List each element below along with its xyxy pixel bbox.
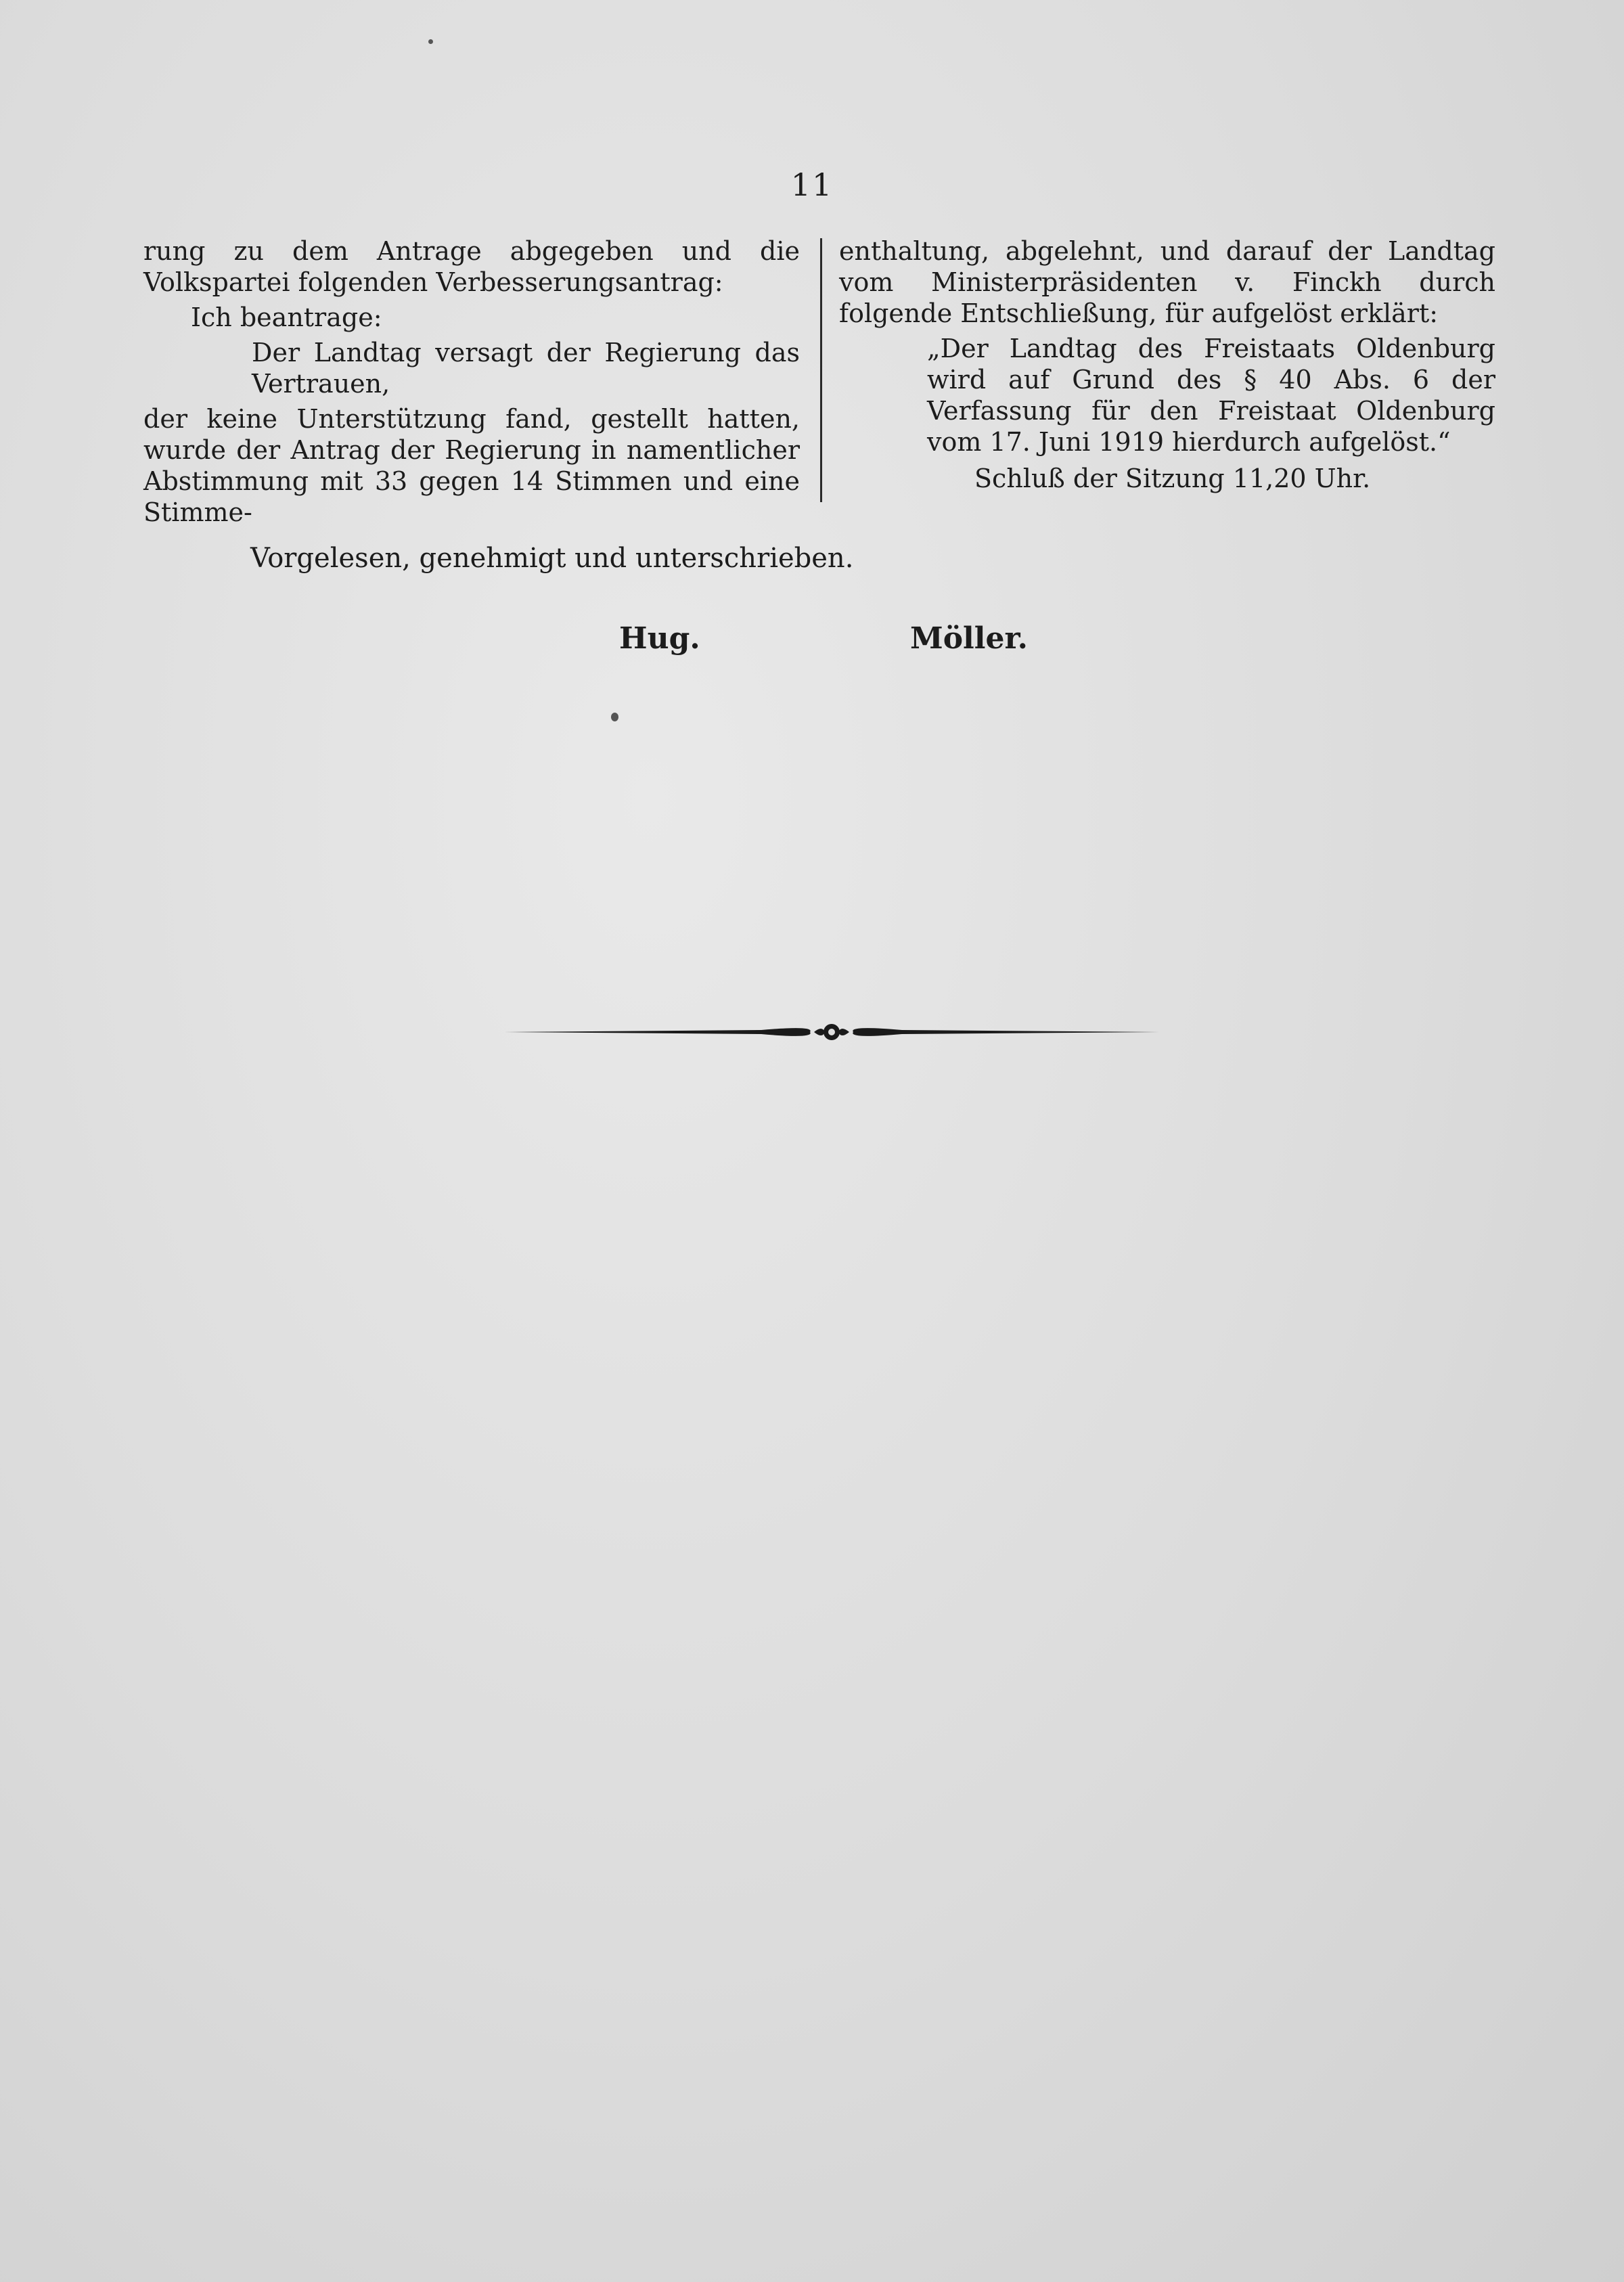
left-paragraph-2: Ich beantrage: [191,303,382,332]
right-quote: „Der Landtag des Freistaats Oldenburg wird auf Grund des § 40 Abs. 6 der Verfassung für den Freistaat Oldenburg vom 17. Juni 1919 hierdurch aufgelöst.“ [927,334,1495,457]
left-column [143,236,800,528]
speck [611,713,618,721]
right-paragraph-1: enthaltung, abgelehnt, und darauf der Landtag vom Ministerpräsidenten v. Finckh durch folgende Entschließung, für aufgelöst erklärt: [839,236,1495,328]
column-divider [820,238,822,502]
session-closing: Schluß der Sitzung 11,20 Uhr. [974,464,1371,493]
left-paragraph-1: rung zu dem Antrage abgegeben und die Volkspartei folgenden Verbesserungsantrag: [143,236,800,297]
signature-hug: Hug. [619,621,700,656]
speck [428,39,433,44]
signature-moller: Möller. [910,621,1028,656]
page-number: 11 [790,166,834,203]
ornament-divider [504,1013,1159,1051]
left-quote: Der Landtag versagt der Regierung das Vertrauen, [252,338,800,399]
left-paragraph-3: der keine Unterstützung fand, gestellt hatten, wurde der Antrag der Regierung in namentlicher Abstimmung mit 33 gegen 14 Stimmen und eine Stimme- [143,404,800,527]
approval-line: Vorgelesen, genehmigt und unterschrieben. [250,543,854,574]
right-column [839,236,1495,494]
